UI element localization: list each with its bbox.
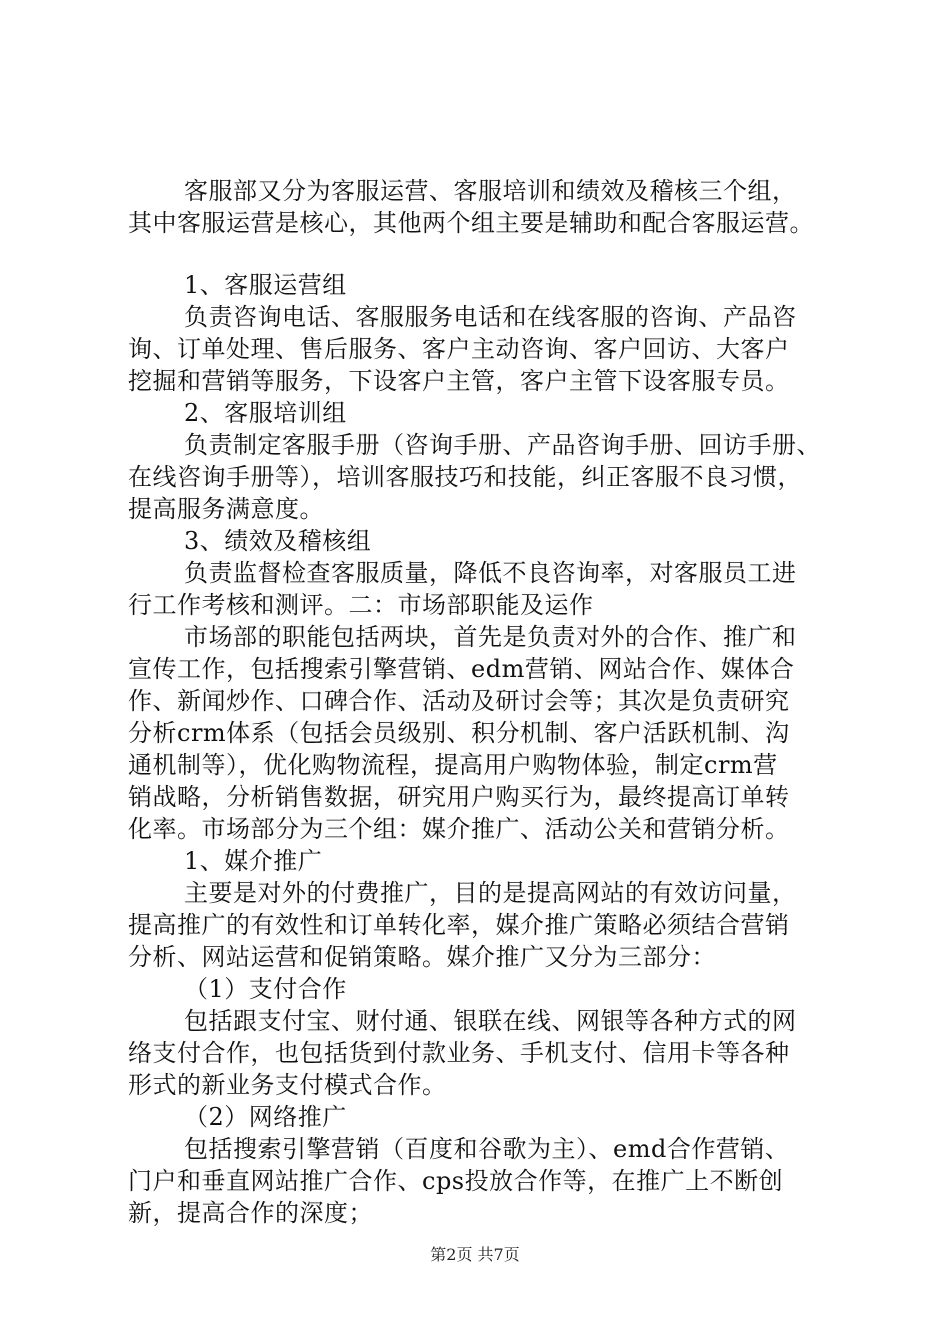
text-line: 负责制定客服手册（咨询手册、产品咨询手册、回访手册、 <box>184 431 821 459</box>
text-line: 挖掘和营销等服务，下设客户主管，客户主管下设客服专员。 <box>128 367 790 395</box>
section-heading: 1、客服运营组 <box>184 271 347 299</box>
text-line: 形式的新业务支付模式合作。 <box>128 1071 447 1099</box>
paragraph <box>128 877 848 973</box>
paragraph-gap <box>128 239 848 269</box>
text-line: 分析、网站运营和促销策略。媒介推广又分为三部分： <box>128 943 716 971</box>
text-line: 市场部的职能包括两块，首先是负责对外的合作、推广和 <box>184 623 797 651</box>
text-line: 宣传工作，包括搜索引擎营销、edm营销、网站合作、媒体合 <box>128 655 795 683</box>
text-line: 包括跟支付宝、财付通、银联在线、网银等各种方式的网 <box>184 1007 797 1035</box>
text-line: 提高推广的有效性和订单转化率，媒介推广策略必须结合营销 <box>128 911 790 939</box>
section-heading: 3、绩效及稽核组 <box>184 527 372 555</box>
text-line: 负责监督检查客服质量，降低不良咨询率，对客服员工进 <box>184 559 797 587</box>
text-line: 客服部又分为客服运营、客服培训和绩效及稽核三个组， <box>184 177 797 205</box>
text-line: 门户和垂直网站推广合作、cps投放合作等，在推广上不断创 <box>128 1167 784 1195</box>
text-line: 分析crm体系（包括会员级别、积分机制、客户活跃机制、沟 <box>128 719 790 747</box>
section-heading: 1、媒介推广 <box>184 847 323 875</box>
paragraph-intro <box>128 175 848 239</box>
page-number: 第2页 共7页 <box>430 1245 520 1264</box>
subsection-heading: （2）网络推广 <box>184 1103 347 1131</box>
text-line: 行工作考核和测评。二：市场部职能及运作 <box>128 591 594 619</box>
text-line: 其中客服运营是核心，其他两个组主要是辅助和配合客服运营。 <box>128 209 814 237</box>
text-line: 主要是对外的付费推广，目的是提高网站的有效访问量， <box>184 879 797 907</box>
text-line: 化率。市场部分为三个组：媒介推广、活动公关和营销分析。 <box>128 815 790 843</box>
text-line: 络支付合作，也包括货到付款业务、手机支付、信用卡等各种 <box>128 1039 790 1067</box>
subsection-heading: （1）支付合作 <box>184 975 347 1003</box>
paragraph <box>128 557 848 621</box>
text-line: 询、订单处理、售后服务、客户主动咨询、客户回访、大客户 <box>128 335 790 363</box>
paragraph <box>128 621 848 845</box>
text-line: 新，提高合作的深度； <box>128 1199 373 1227</box>
text-line: 负责咨询电话、客服服务电话和在线客服的咨询、产品咨 <box>184 303 797 331</box>
text-line: 作、新闻炒作、口碑合作、活动及研讨会等；其次是负责研究 <box>128 687 790 715</box>
text-line: 包括搜索引擎营销（百度和谷歌为主）、emd合作营销、 <box>184 1135 790 1163</box>
paragraph <box>128 301 848 397</box>
paragraph <box>128 1133 848 1229</box>
paragraph <box>128 1005 848 1101</box>
page-footer <box>0 1245 950 1265</box>
document-body <box>128 175 848 1229</box>
section-heading: 2、客服培训组 <box>184 399 347 427</box>
text-line: 提高服务满意度。 <box>128 495 324 523</box>
text-line: 在线咨询手册等），培训客服技巧和技能，纠正客服不良习惯， <box>128 463 802 491</box>
text-line: 销战略，分析销售数据，研究用户购买行为，最终提高订单转 <box>128 783 790 811</box>
text-line: 通机制等），优化购物流程，提高用户购物体验，制定crm营 <box>128 751 778 779</box>
paragraph <box>128 429 848 525</box>
